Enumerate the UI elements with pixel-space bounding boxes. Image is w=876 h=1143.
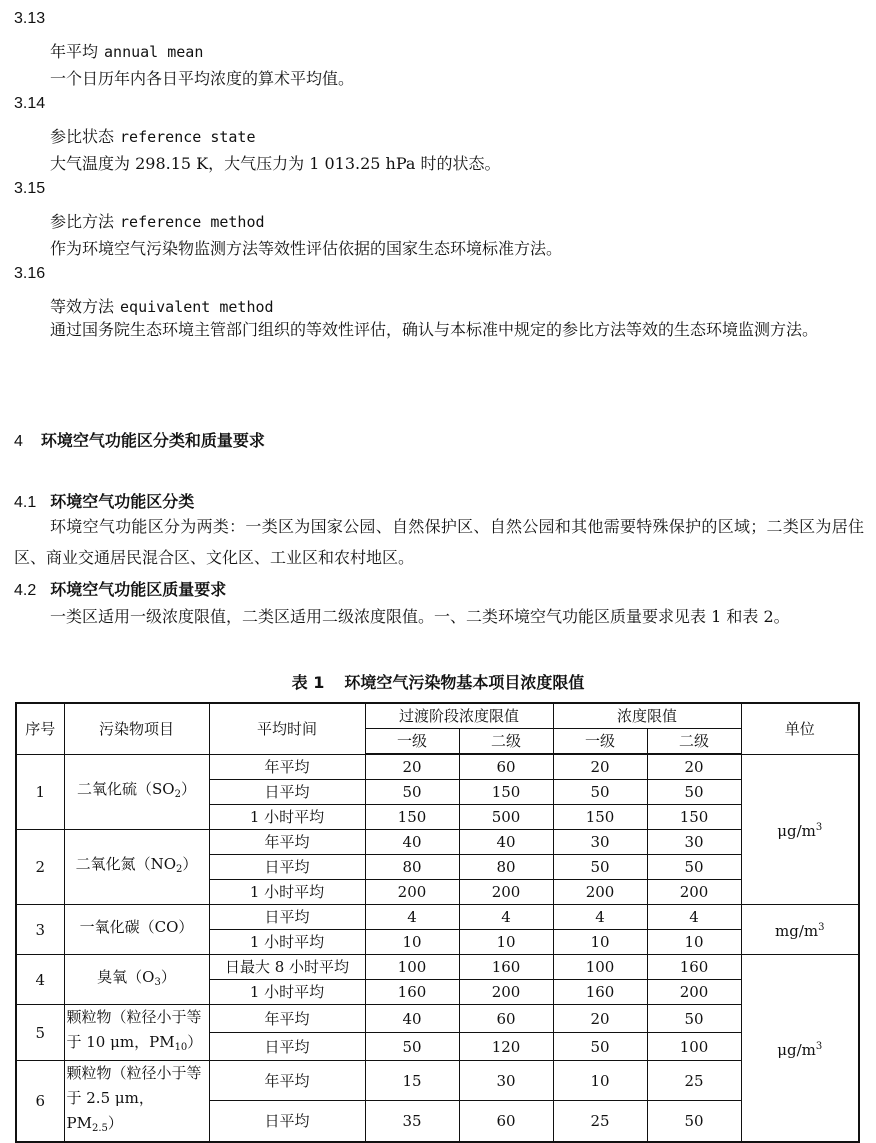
seq-cell: 1 (16, 754, 64, 830)
table-row (16, 955, 859, 980)
value-cell: 25 (647, 1061, 741, 1101)
value-cell: 20 (647, 754, 741, 780)
value-cell: 150 (365, 805, 459, 830)
table-row (16, 905, 859, 930)
seq-cell: 5 (16, 1005, 64, 1061)
value-cell: 50 (365, 1033, 459, 1061)
term-cn: 等效方法 (50, 297, 115, 316)
table-caption-number: 表 1 (291, 673, 325, 692)
header-seq: 序号 (16, 703, 64, 754)
value-cell: 30 (553, 830, 647, 855)
value-cell: 50 (553, 780, 647, 805)
value-cell: 50 (365, 780, 459, 805)
value-cell: 20 (553, 1005, 647, 1033)
period-cell: 1 小时平均 (209, 880, 365, 905)
value-cell: 25 (553, 1101, 647, 1142)
term-cn: 年平均 (50, 42, 99, 61)
period-cell: 年平均 (209, 1005, 365, 1033)
pollutant-cell: 一氧化碳（CO） (64, 905, 209, 955)
value-cell: 200 (459, 880, 553, 905)
section-number: 4 (14, 433, 23, 450)
value-cell: 100 (365, 955, 459, 980)
header-grade1: 一级 (365, 729, 459, 755)
header-limit: 浓度限值 (553, 703, 741, 729)
period-cell: 日平均 (209, 1101, 365, 1142)
value-cell: 200 (647, 980, 741, 1005)
term-definition: 大气温度为 298.15 K，大气压力为 1 013.25 hPa 时的状态。 (50, 154, 501, 173)
value-cell: 50 (553, 855, 647, 880)
header-grade2: 二级 (647, 729, 741, 755)
term-definition: 作为环境空气污染物监测方法等效性评估依据的国家生态环境标准方法。 (50, 239, 563, 258)
value-cell: 10 (647, 930, 741, 955)
value-cell: 150 (459, 780, 553, 805)
term-en: equivalent method (120, 298, 274, 316)
period-cell: 日平均 (209, 905, 365, 930)
concentration-limits-table (15, 702, 860, 1143)
header-unit: 单位 (741, 703, 859, 754)
period-cell: 年平均 (209, 754, 365, 780)
term-cn: 参比方法 (50, 212, 115, 231)
term-heading (50, 39, 203, 62)
value-cell: 80 (459, 855, 553, 880)
value-cell: 15 (365, 1061, 459, 1101)
unit-cell: $\mu g/m^3$ (741, 955, 859, 1143)
period-cell: 日平均 (209, 855, 365, 880)
period-cell: 日平均 (209, 1033, 365, 1061)
value-cell: 50 (647, 855, 741, 880)
term-en: reference state (120, 128, 256, 146)
value-cell: 60 (459, 1005, 553, 1033)
subsection-number: 4.2 (14, 582, 37, 599)
term-en: reference method (120, 213, 265, 231)
value-cell: 60 (459, 754, 553, 780)
value-cell: 160 (365, 980, 459, 1005)
value-cell: 60 (459, 1101, 553, 1142)
subsection-title: 环境空气功能区质量要求 (50, 580, 227, 599)
value-cell: 4 (459, 905, 553, 930)
term-heading (50, 209, 265, 232)
value-cell: 40 (365, 830, 459, 855)
table-header-row (16, 703, 859, 729)
unit-cell: $mg/m^3$ (741, 905, 859, 955)
header-grade1: 一级 (553, 729, 647, 755)
value-cell: 20 (365, 754, 459, 780)
term-definition: 一个日历年内各日平均浓度的算术平均值。 (50, 69, 355, 88)
value-cell: 50 (553, 1033, 647, 1061)
value-cell: 40 (459, 830, 553, 855)
subsection-heading (14, 489, 194, 512)
period-cell: 1 小时平均 (209, 980, 365, 1005)
header-grade2: 二级 (459, 729, 553, 755)
header-period: 平均时间 (209, 703, 365, 754)
term-cn: 参比状态 (50, 127, 115, 146)
term-heading (50, 124, 255, 147)
paragraph: 环境空气功能区分为两类：一类区为国家公园、自然保护区、自然公园和其他需要特殊保护的区域；二类区为居住区、商业交通居民混合区、文化区、工业区和农村地区。 (14, 517, 864, 567)
value-cell: 4 (647, 905, 741, 930)
value-cell: 200 (459, 980, 553, 1005)
pollutant-cell: 臭氧$(O_3)$ (64, 955, 209, 1005)
table-caption-title: 环境空气污染物基本项目浓度限值 (344, 673, 585, 692)
value-cell: 500 (459, 805, 553, 830)
value-cell: 10 (553, 1061, 647, 1101)
value-cell: 50 (647, 1005, 741, 1033)
value-cell: 10 (459, 930, 553, 955)
term-en: annual mean (104, 43, 204, 61)
seq-cell: 4 (16, 955, 64, 1005)
value-cell: 4 (365, 905, 459, 930)
seq-cell: 6 (16, 1061, 64, 1143)
value-cell: 35 (365, 1101, 459, 1142)
term-number: 3.13 (14, 10, 46, 27)
value-cell: 200 (365, 880, 459, 905)
term-definition: 通过国务院生态环境主管部门组织的等效性评估，确认与本标准中规定的参比方法等效的生态环境监测方法。 (50, 320, 819, 339)
value-cell: 160 (553, 980, 647, 1005)
subsection-number: 4.1 (14, 494, 37, 511)
section-heading (14, 428, 265, 451)
table-caption (0, 670, 876, 693)
term-number: 3.15 (14, 180, 46, 197)
value-cell: 4 (553, 905, 647, 930)
value-cell: 50 (647, 780, 741, 805)
table-row (16, 754, 859, 780)
value-cell: 30 (647, 830, 741, 855)
value-cell: 160 (647, 955, 741, 980)
term-number: 3.14 (14, 95, 46, 112)
value-cell: 200 (647, 880, 741, 905)
period-cell: 1 小时平均 (209, 805, 365, 830)
table-row (16, 830, 859, 855)
value-cell: 160 (459, 955, 553, 980)
period-cell: 日最大 8 小时平均 (209, 955, 365, 980)
value-cell: 40 (365, 1005, 459, 1033)
value-cell: 10 (365, 930, 459, 955)
pollutant-cell: 二氧化硫$(SO_2)$ (64, 754, 209, 830)
table-row (16, 1005, 859, 1033)
unit-cell: $\mu g/m^3$ (741, 754, 859, 905)
period-cell: 1 小时平均 (209, 930, 365, 955)
pollutant-cell: 颗粒物（粒径小于等于 2.5 μm，$PM_{2.5}$） (64, 1061, 209, 1143)
value-cell: 30 (459, 1061, 553, 1101)
table-row (16, 1061, 859, 1101)
value-cell: 10 (553, 930, 647, 955)
section-title: 环境空气功能区分类和质量要求 (40, 431, 265, 450)
value-cell: 100 (647, 1033, 741, 1061)
period-cell: 日平均 (209, 780, 365, 805)
value-cell: 100 (553, 955, 647, 980)
subsection-heading (14, 577, 226, 600)
subsection-title: 环境空气功能区分类 (50, 492, 195, 511)
seq-cell: 2 (16, 830, 64, 905)
value-cell: 20 (553, 754, 647, 780)
pollutant-cell: 二氧化氮$(NO_2)$ (64, 830, 209, 905)
value-cell: 120 (459, 1033, 553, 1061)
header-transition: 过渡阶段浓度限值 (365, 703, 553, 729)
period-cell: 年平均 (209, 1061, 365, 1101)
value-cell: 150 (647, 805, 741, 830)
value-cell: 50 (647, 1101, 741, 1142)
value-cell: 150 (553, 805, 647, 830)
value-cell: 200 (553, 880, 647, 905)
term-number: 3.16 (14, 265, 46, 282)
paragraph: 一类区适用一级浓度限值，二类区适用二级浓度限值。一、二类环境空气功能区质量要求见表 1 和表 2。 (50, 607, 790, 626)
seq-cell: 3 (16, 905, 64, 955)
period-cell: 年平均 (209, 830, 365, 855)
pollutant-cell: 颗粒物（粒径小于等于 10 μm，$PM_{10}$） (64, 1005, 209, 1061)
value-cell: 80 (365, 855, 459, 880)
header-item: 污染物项目 (64, 703, 209, 754)
